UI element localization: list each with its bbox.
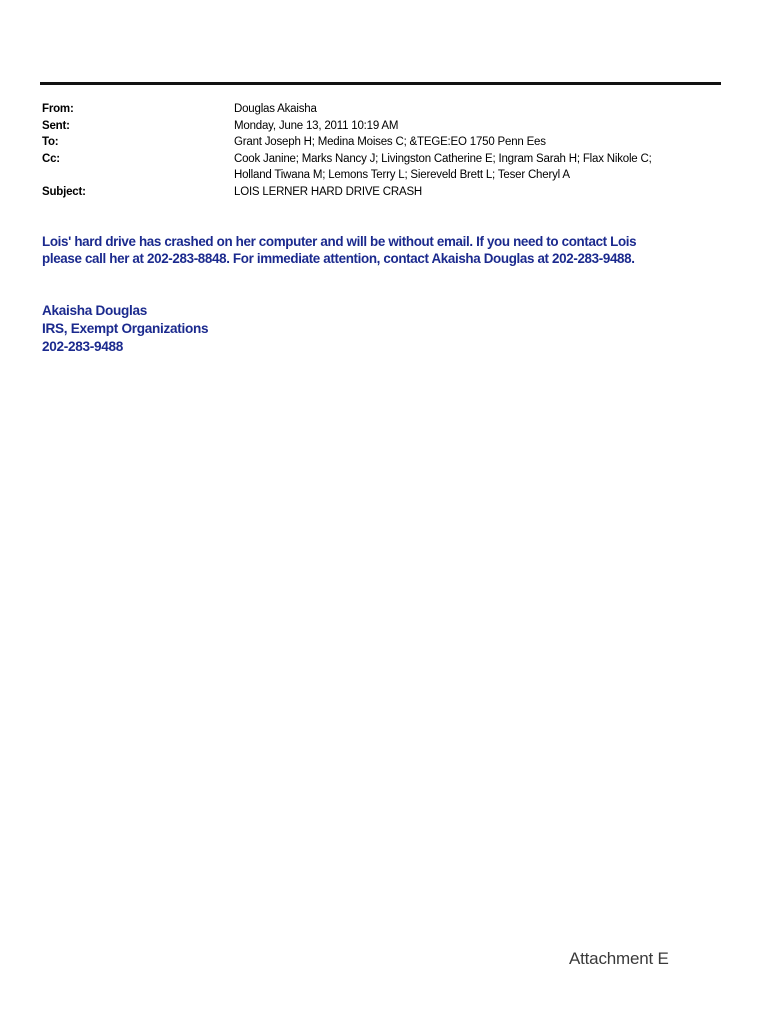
subject-value: LOIS LERNER HARD DRIVE CRASH [234,185,423,198]
sent-value: Monday, June 13, 2011 10:19 AM [234,119,399,132]
cc-value [234,151,722,184]
attachment-label: Attachment E [569,949,669,968]
from-value: Douglas Akaisha [234,103,317,115]
header-divider [40,82,721,85]
signature-name: Akaisha Douglas [42,303,148,318]
to-value: Grant Joseph H; Medina Moises C; &TEGE:EO 1750 Penn Ees [234,136,546,148]
signature-organization: IRS, Exempt Organizations [42,321,209,336]
sent-label: Sent: [42,119,70,132]
subject-row [42,184,722,201]
sent-row [42,118,722,135]
email-header [42,101,722,200]
to-row [42,134,722,151]
cc-label: Cc: [42,152,60,165]
to-label: To: [42,136,59,148]
from-label: From: [42,103,74,115]
cc-line-2: Holland Tiwana M; Lemons Terry L; Siereveld Brett L; Teser Cheryl A [234,169,570,181]
subject-label: Subject: [42,185,86,198]
body-line-1: Lois' hard drive has crashed on her computer and will be without email. If you need to contact Lois [42,234,637,249]
signature-phone: 202-283-9488 [42,339,124,354]
body-line-2: please call her at 202-283-8848. For immediate attention, contact Akaisha Douglas at 202-283-9488. [42,251,635,266]
email-body [42,233,742,267]
email-signature [42,302,208,356]
cc-line-1: Cook Janine; Marks Nancy J; Livingston Catherine E; Ingram Sarah H; Flax Nikole C; [234,152,652,165]
cc-row [42,151,722,184]
from-row [42,101,722,118]
